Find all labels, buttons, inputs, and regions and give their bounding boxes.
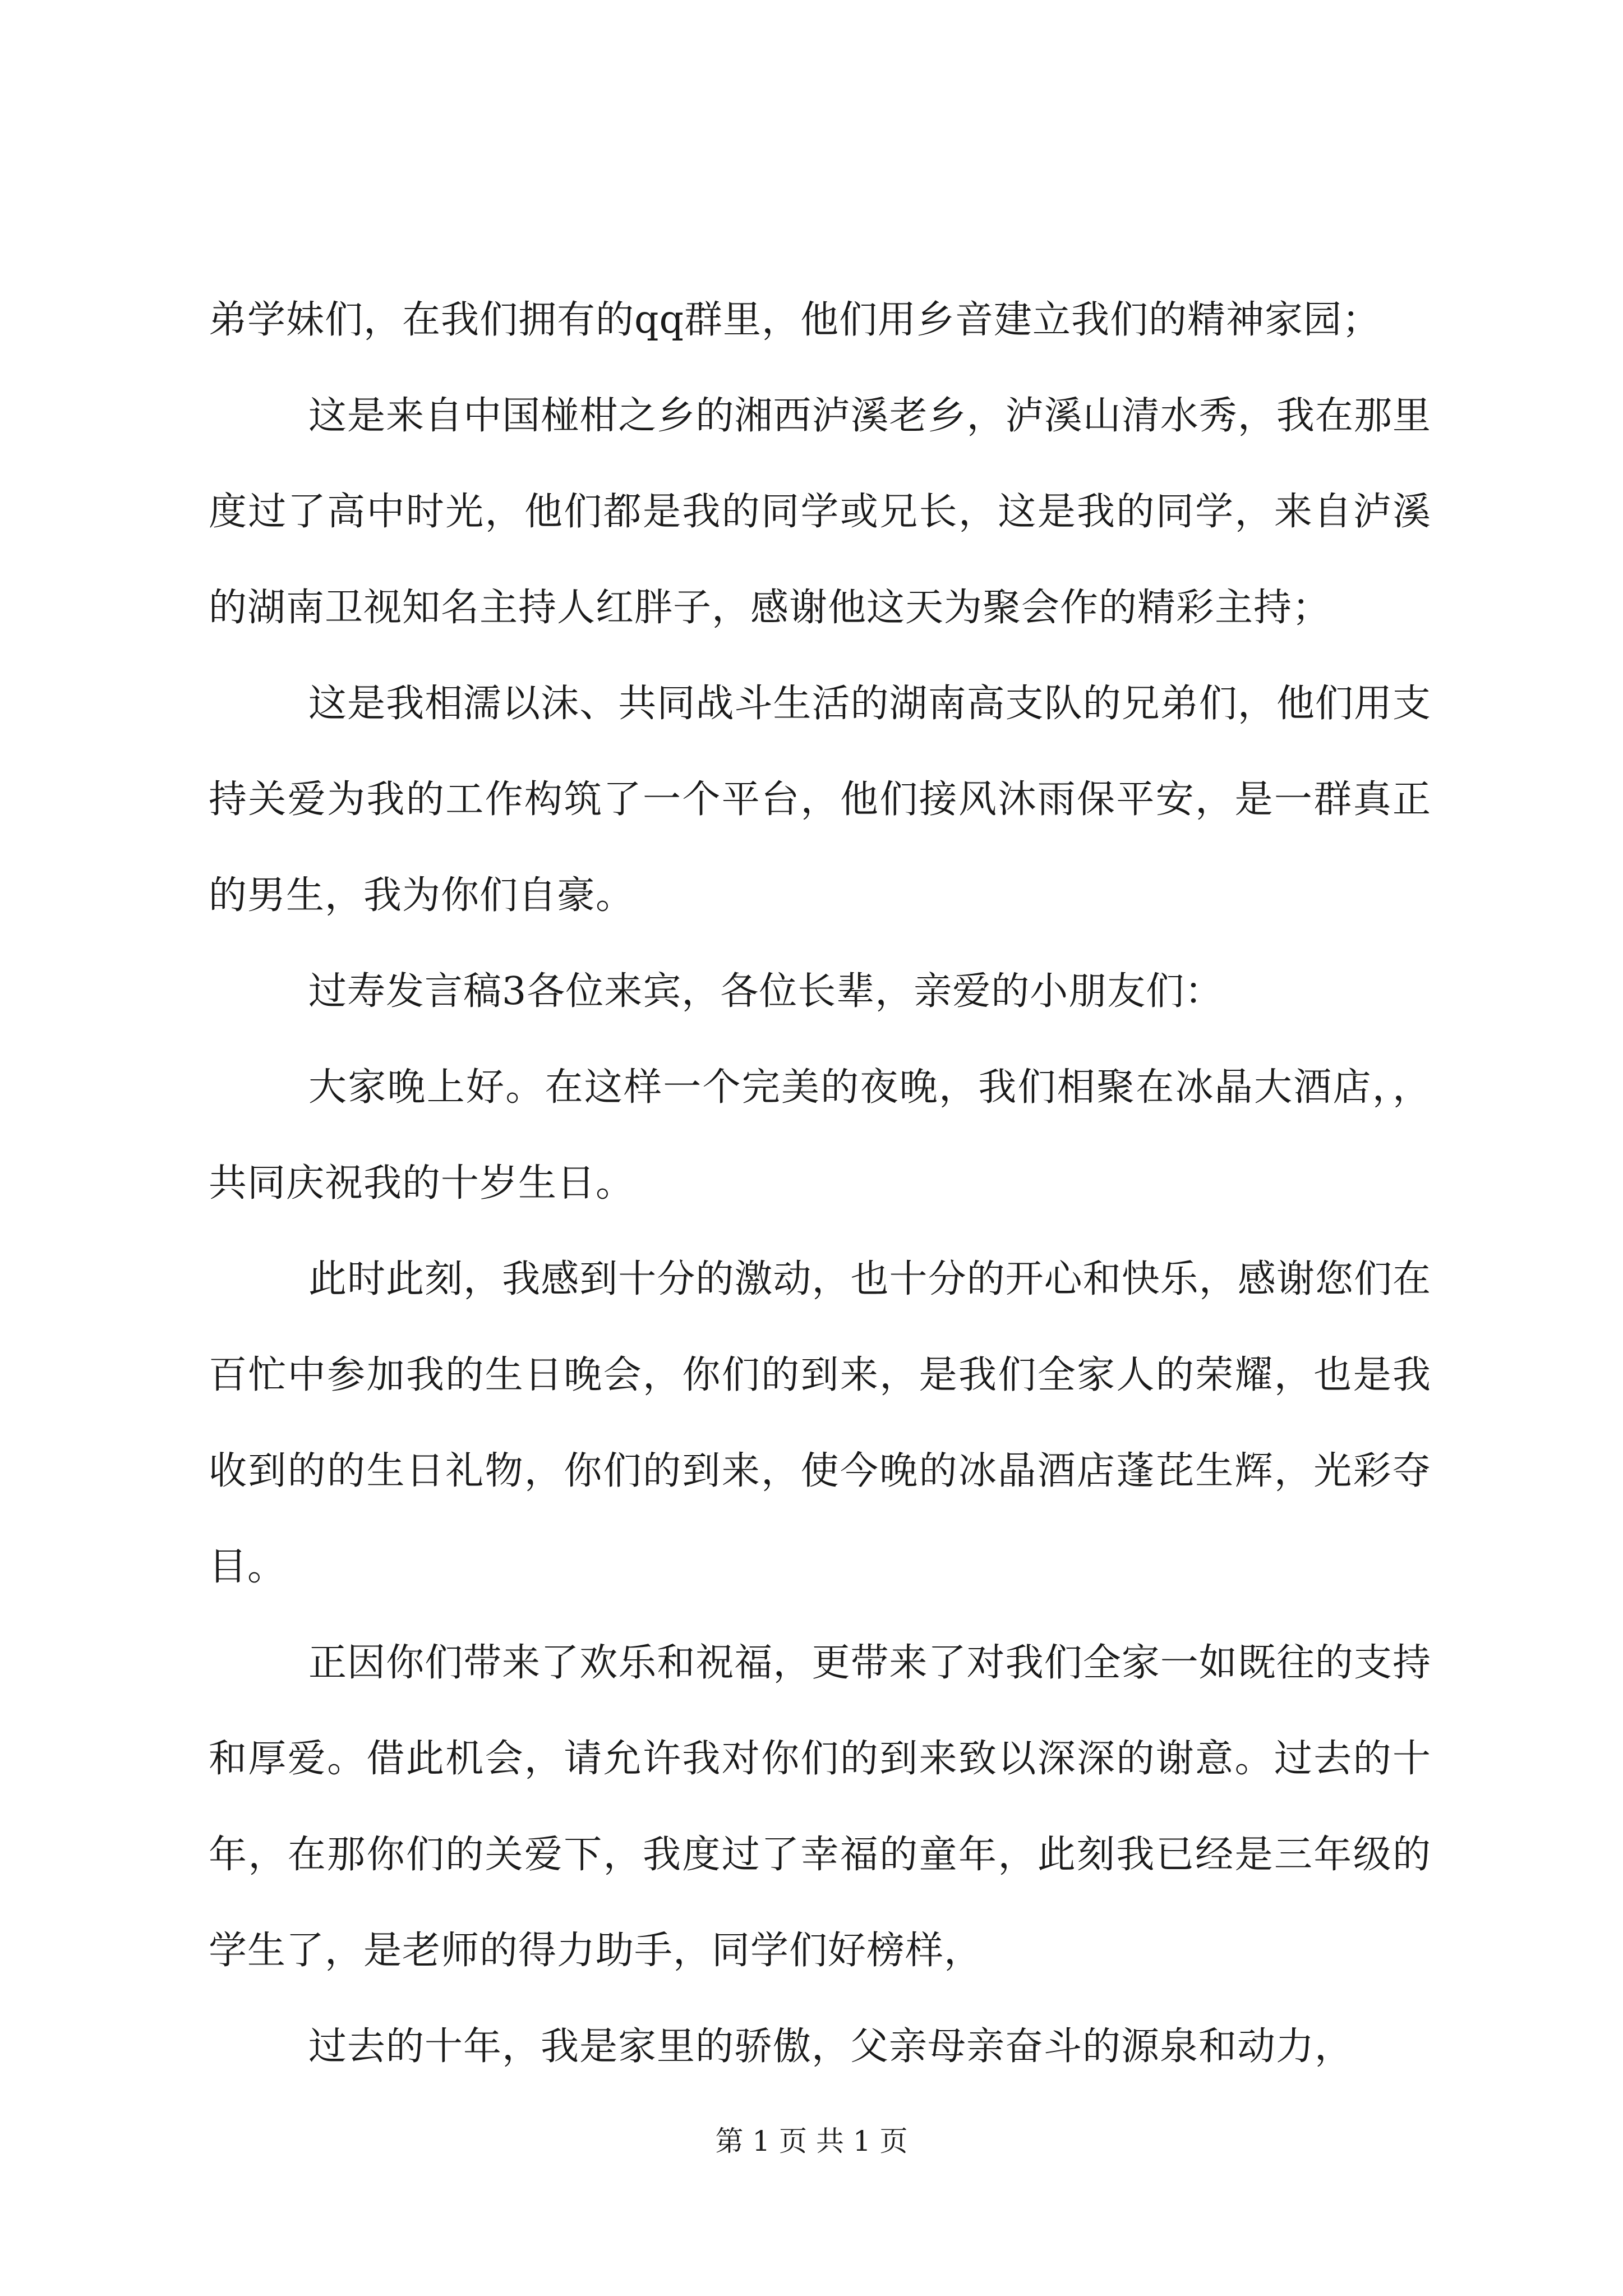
paragraph-4: 过寿发言稿3各位来宾，各位长辈，亲爱的小朋友们： xyxy=(308,969,1224,1014)
paragraph-2: 这是来自中国椪柑之乡的湘西泸溪老乡，泸溪山清水秀，我在那里度过了高中时光，他们都是我的同学或兄长，这是我的同学，来自泸溪的湖南卫视知名主持人红胖子，感谢他这天为聚会作的精彩主持； xyxy=(209,394,1431,630)
document-body xyxy=(209,272,1431,2095)
paragraph-1: 弟学妹们，在我们拥有的qq群里，他们用乡音建立我们的精神家园； xyxy=(209,298,1381,342)
paragraph-6: 此时此刻，我感到十分的激动，也十分的开心和快乐，感谢您们在百忙中参加我的生日晚会，你们的到来，是我们全家人的荣耀，也是我收到的的生日礼物，你们的到来，使今晚的冰晶酒店蓬芘生辉，光彩夺目。 xyxy=(209,1257,1431,1589)
paragraph-5: 大家晚上好。在这样一个完美的夜晚，我们相聚在冰晶大酒店，，共同庆祝我的十岁生日。 xyxy=(209,1065,1431,1205)
paragraph-7: 正因你们带来了欢乐和祝福，更带来了对我们全家一如既往的支持和厚爱。借此机会，请允许我对你们的到来致以深深的谢意。过去的十年，在那你们的关爱下，我度过了幸福的童年，此刻我已经是三年级的学生了，是老师的得力助手，同学们好榜样， xyxy=(209,1641,1431,1973)
paragraph-8: 过去的十年，我是家里的骄傲，父亲母亲奋斗的源泉和动力， xyxy=(308,2024,1354,2069)
paragraph-3: 这是我相濡以沫、共同战斗生活的湖南高支队的兄弟们，他们用支持关爱为我的工作构筑了一个平台，他们接风沐雨保平安，是一群真正的男生，我为你们自豪。 xyxy=(209,682,1431,918)
page-footer: 第 1 页 共 1 页 xyxy=(715,2125,908,2157)
